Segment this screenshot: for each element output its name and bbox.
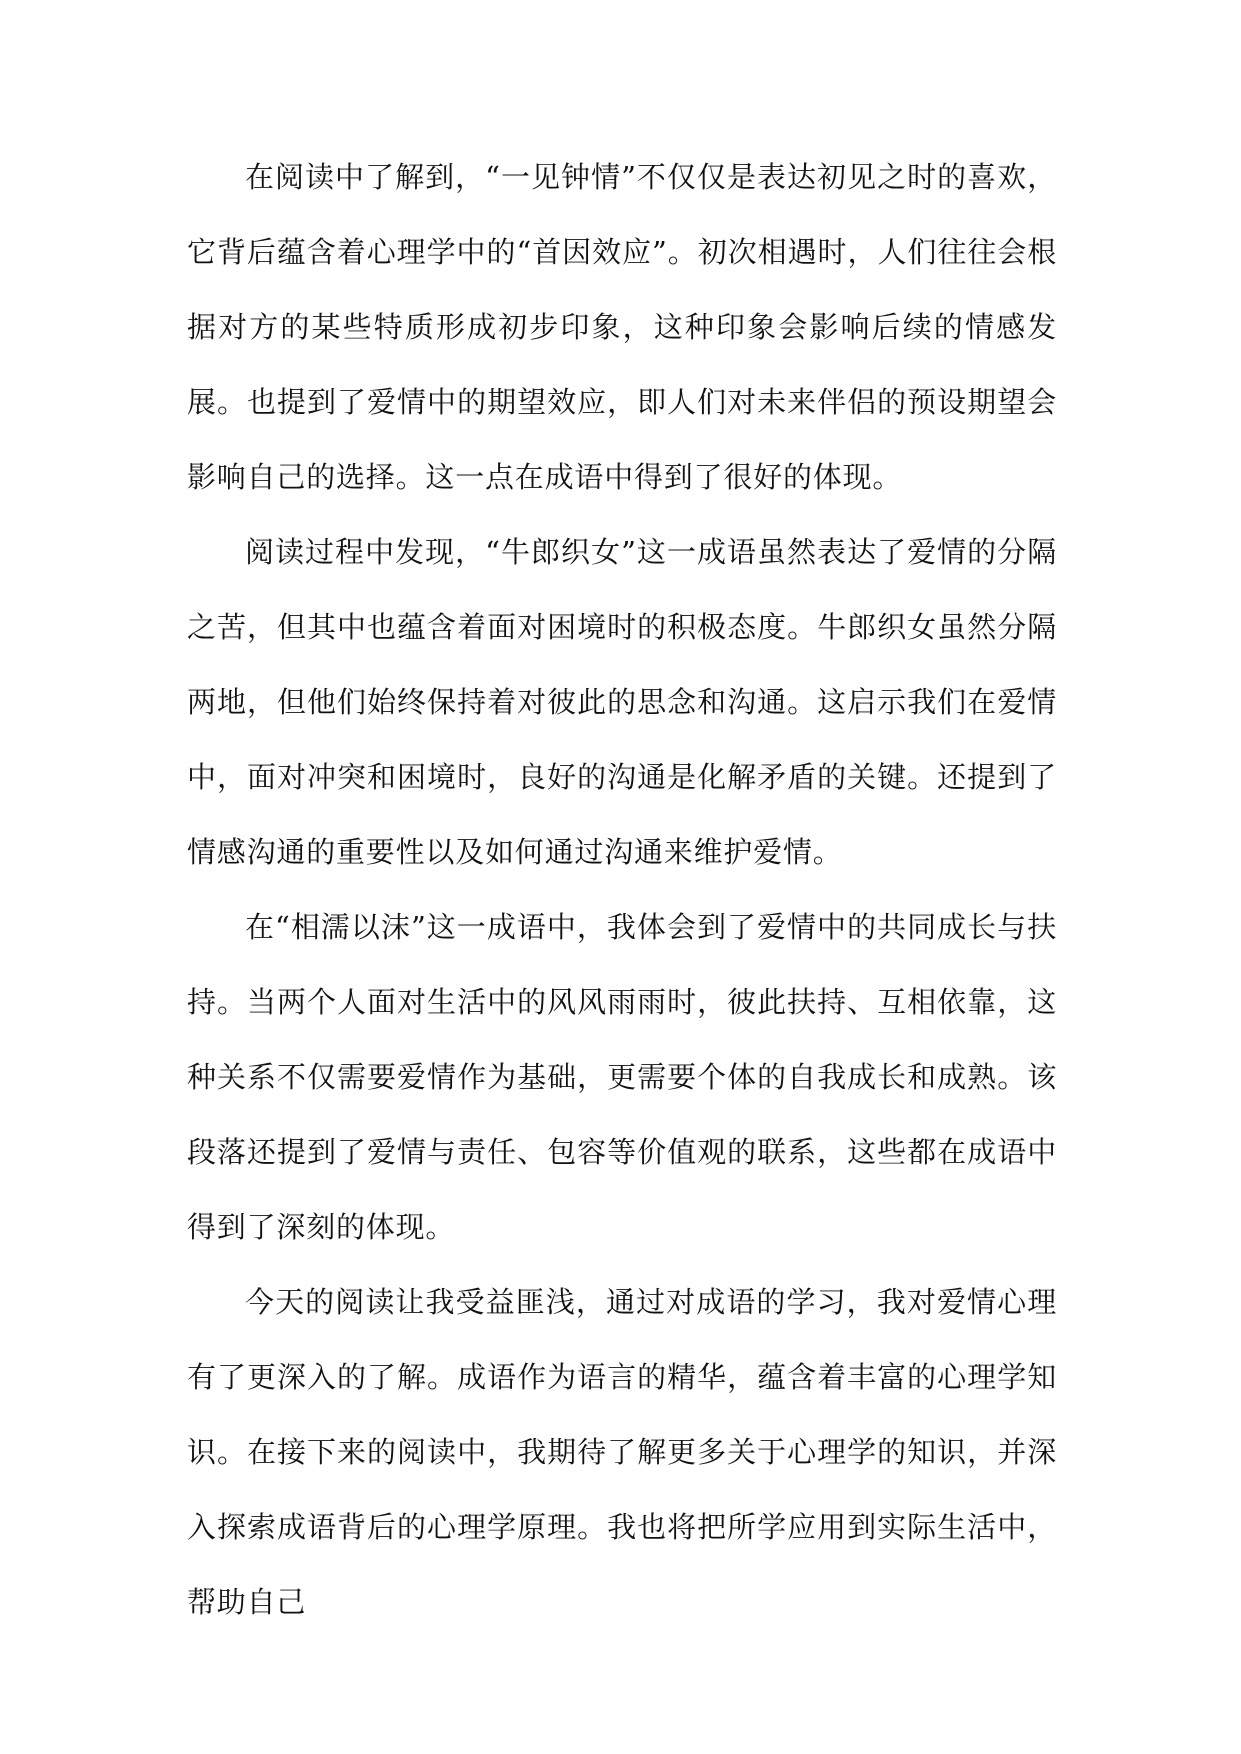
- document-body: [187, 140, 1057, 1640]
- paragraph-cowherd-weaver: 阅读过程中发现，“牛郎织女”这一成语虽然表达了爱情的分隔之苦，但其中也蕴含着面对困境时的积极态度。牛郎织女虽然分隔两地，但他们始终保持着对彼此的思念和沟通。这启示我们在爱情中，面对冲突和困境时，良好的沟通是化解矛盾的关键。还提到了情感沟通的重要性以及如何通过沟通来维护爱情。: [187, 535, 1057, 869]
- paragraph-reading-summary: 今天的阅读让我受益匪浅，通过对成语的学习，我对爱情心理有了更深入的了解。成语作为语言的精华，蕴含着丰富的心理学知识。在接下来的阅读中，我期待了解更多关于心理学的知识，并深入探索成语背后的心理学原理。我也将把所学应用到实际生活中，帮助自己: [187, 1285, 1057, 1619]
- paragraph-first-impression: 在阅读中了解到，“一见钟情”不仅仅是表达初见之时的喜欢，它背后蕴含着心理学中的“首因效应”。初次相遇时，人们往往会根据对方的某些特质形成初步印象，这种印象会影响后续的情感发展。也提到了爱情中的期望效应，即人们对未来伴侣的预设期望会影响自己的选择。这一点在成语中得到了很好的体现。: [187, 160, 1057, 494]
- paragraph-mutual-support: 在“相濡以沫”这一成语中，我体会到了爱情中的共同成长与扶持。当两个人面对生活中的风风雨雨时，彼此扶持、互相依靠，这种关系不仅需要爱情作为基础，更需要个体的自我成长和成熟。该段落还提到了爱情与责任、包容等价值观的联系，这些都在成语中得到了深刻的体现。: [187, 910, 1057, 1244]
